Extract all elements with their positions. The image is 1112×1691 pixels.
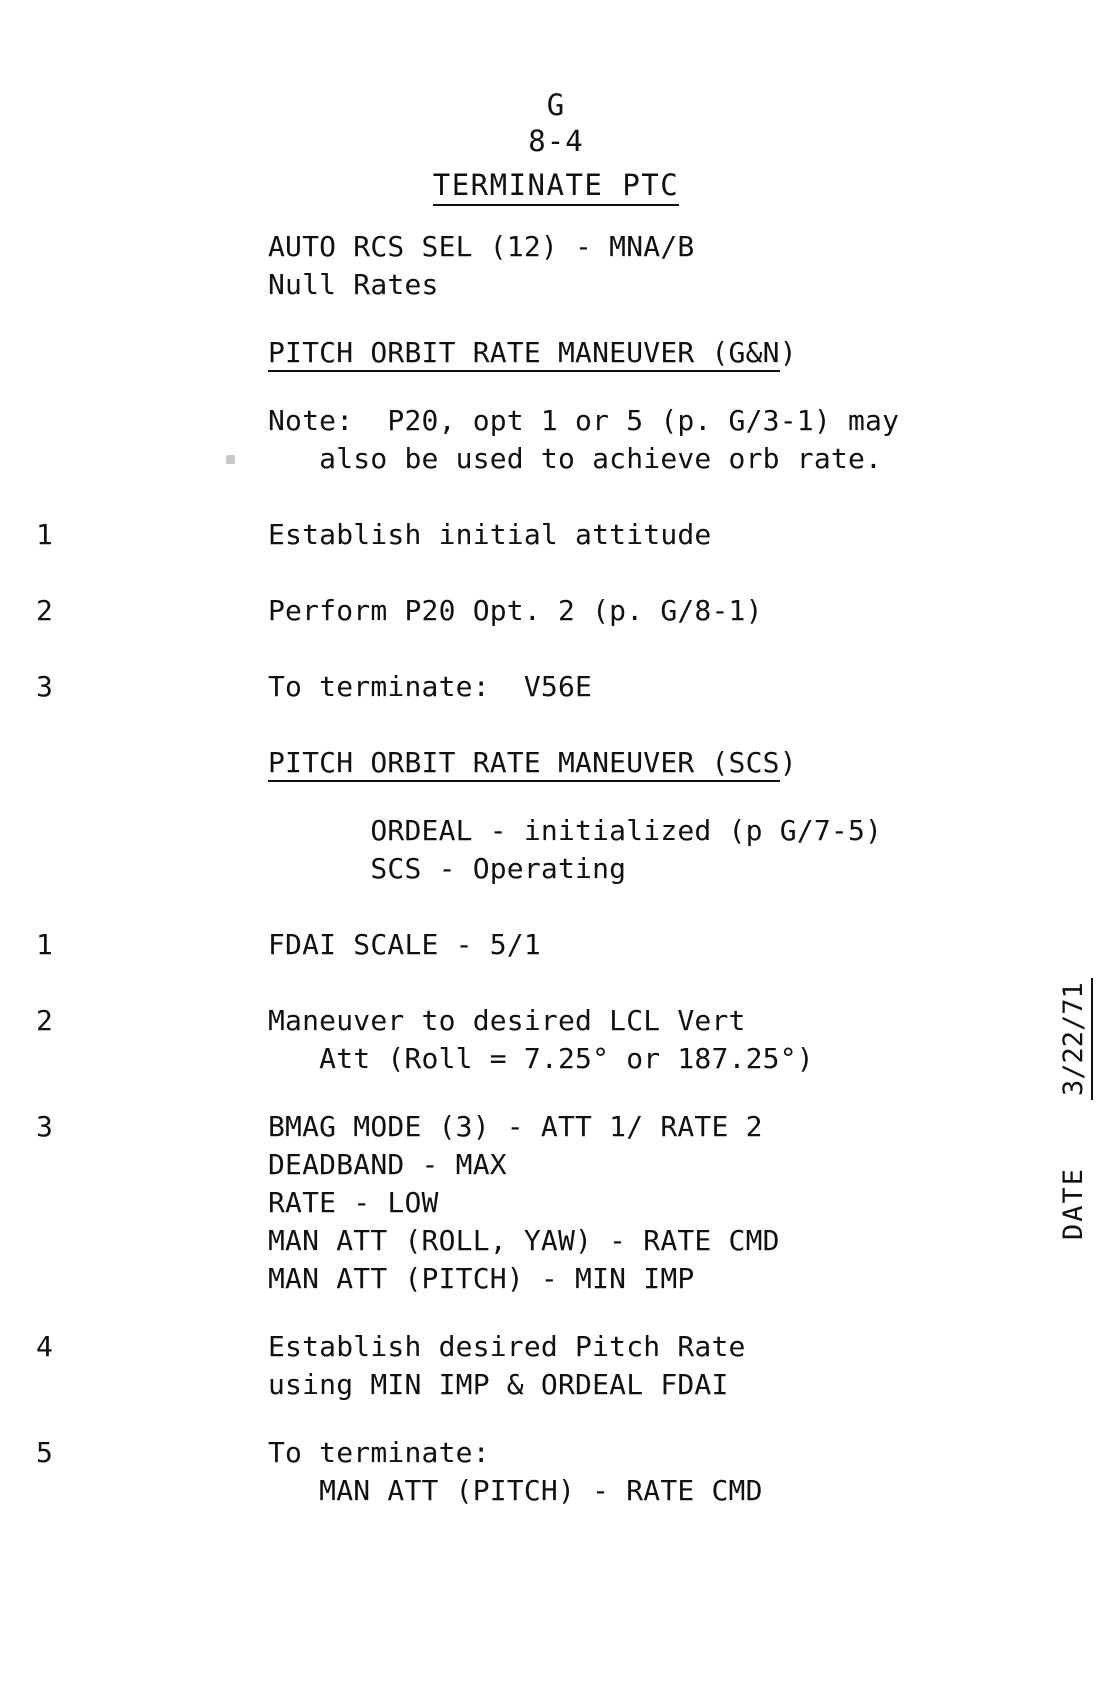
page-number: 8-4 [528,124,584,158]
heading-text [268,334,1112,372]
note-text: Note: P20, opt 1 or 5 (p. G/3-1) may also be used to achieve orb rate. [268,404,900,475]
spacer [0,1298,1112,1328]
step-text: Establish initial attitude [268,518,712,551]
procedure-row [0,228,1112,304]
step-number: 2 [36,1004,53,1037]
step-number: 3 [36,670,53,703]
spacer [0,1404,1112,1434]
date-value: 3/22/71 [1058,978,1093,1100]
step-text: BMAG MODE (3) - ATT 1/ RATE 2 DEADBAND - MAX RATE - LOW MAN ATT (ROLL, YAW) - RATE CMD MAN ATT (PITCH) - MIN IMP [268,1110,780,1295]
section-letter: G [546,88,566,122]
spacer [0,304,1112,334]
procedure-row [0,1108,1112,1298]
spacer [0,554,1112,592]
date-stamp [1024,950,1089,1250]
step-text: ORDEAL - initialized (p G/7-5) SCS - Operating [268,814,883,885]
date-value-wrap [1058,978,1089,1100]
procedure-heading-scs [0,744,1112,782]
step-text: Perform P20 Opt. 2 (p. G/8-1) [268,594,763,627]
procedure-row [0,1002,1112,1078]
heading-underlined-part: PITCH ORBIT RATE MANEUVER (SCS [268,746,780,782]
spacer [0,630,1112,668]
spacer [0,478,1112,516]
step-text: AUTO RCS SEL (12) - MNA/B Null Rates [268,230,695,301]
step-text: To terminate: V56E [268,670,593,703]
procedure-heading-gn [0,334,1112,372]
step-number: 4 [36,1330,53,1363]
heading-underlined-part: PITCH ORBIT RATE MANEUVER (G&N [268,336,780,372]
heading-trailing-paren: ) [779,336,797,369]
spacer [0,964,1112,1002]
procedure-row [0,1328,1112,1404]
page-title-text: TERMINATE PTC [433,168,679,206]
spacer [0,888,1112,926]
spacer [0,706,1112,744]
step-number: 1 [36,928,53,961]
step-number: 1 [36,518,53,551]
heading-text [268,744,1112,782]
step-text: Establish desired Pitch Rate using MIN IMP & ORDEAL FDAI [268,1330,746,1401]
spacer [0,782,1112,812]
date-label: DATE [1058,1166,1089,1240]
step-text: Maneuver to desired LCL Vert Att (Roll = 7.25° or 187.25°) [268,1004,814,1075]
procedure-row [0,812,1112,888]
procedure-list [0,228,1112,1510]
procedure-note [0,402,1112,478]
procedure-row [0,1434,1112,1510]
page-title [0,168,1112,202]
step-text: FDAI SCALE - 5/1 [268,928,541,961]
step-number: 5 [36,1436,53,1469]
step-number: 2 [36,594,53,627]
procedure-row [0,668,1112,706]
procedure-row [0,592,1112,630]
procedure-row [0,516,1112,554]
step-number: 3 [36,1110,53,1143]
procedure-row [0,926,1112,964]
heading-trailing-paren: ) [779,746,797,779]
spacer [0,372,1112,402]
spacer [0,1078,1112,1108]
step-text: To terminate: MAN ATT (PITCH) - RATE CMD [268,1436,763,1507]
